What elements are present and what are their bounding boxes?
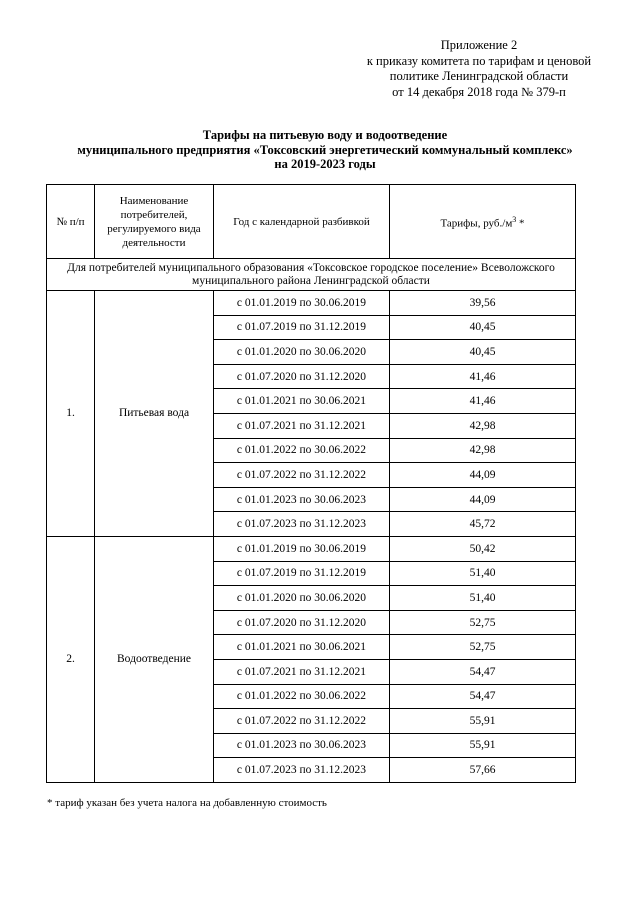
period-cell: с 01.01.2019 по 30.06.2019 (214, 291, 390, 316)
document-title (30, 128, 620, 172)
tariff-value-cell: 42,98 (390, 438, 576, 463)
header-tariff-label: Тарифы, руб./м (440, 217, 513, 230)
group-line: муниципального района Ленинградской области (192, 274, 430, 287)
header-name-line: потребителей, (120, 208, 188, 221)
period-cell: с 01.07.2021 по 31.12.2021 (214, 413, 390, 438)
tariff-value-cell: 40,45 (390, 340, 576, 365)
header-name-line: деятельности (122, 236, 186, 249)
period-cell: с 01.07.2019 по 31.12.2019 (214, 315, 390, 340)
tariff-value-cell: 42,98 (390, 413, 576, 438)
table-header-row (47, 185, 576, 259)
period-cell: с 01.01.2021 по 30.06.2021 (214, 635, 390, 660)
period-cell: с 01.07.2019 по 31.12.2019 (214, 561, 390, 586)
tariff-table (46, 184, 576, 783)
period-cell: с 01.01.2023 по 30.06.2023 (214, 487, 390, 512)
period-cell: с 01.01.2019 по 30.06.2019 (214, 536, 390, 561)
group-row (47, 259, 576, 291)
header-num: № п/п (47, 185, 95, 259)
title-line: Тарифы на питьевую воду и водоотведение (202, 128, 448, 142)
period-cell: с 01.01.2020 по 30.06.2020 (214, 340, 390, 365)
tariff-value-cell: 40,45 (390, 315, 576, 340)
tariff-value-cell: 54,47 (390, 684, 576, 709)
appendix-line: от 14 декабря 2018 года № 379-п (392, 84, 566, 99)
header-name-line: регулируемого вида (107, 222, 201, 235)
appendix-line: к приказу комитета по тарифам и ценовой (366, 53, 592, 68)
period-cell: с 01.07.2023 по 31.12.2023 (214, 758, 390, 783)
tariff-value-cell: 44,09 (390, 487, 576, 512)
tariff-value-cell: 54,47 (390, 659, 576, 684)
tariff-value-cell: 45,72 (390, 512, 576, 537)
tariff-value-cell: 51,40 (390, 561, 576, 586)
tariff-value-cell: 50,42 (390, 536, 576, 561)
period-cell: с 01.01.2022 по 30.06.2022 (214, 684, 390, 709)
header-tariff-sup: 3 (512, 214, 517, 224)
tariff-value-cell: 55,91 (390, 709, 576, 734)
period-cell: с 01.01.2021 по 30.06.2021 (214, 389, 390, 414)
tariff-value-cell: 41,46 (390, 364, 576, 389)
tariff-value-cell: 52,75 (390, 635, 576, 660)
period-cell: с 01.07.2022 по 31.12.2022 (214, 709, 390, 734)
row-number-cell: 2. (47, 536, 95, 782)
tariff-value-cell: 41,46 (390, 389, 576, 414)
tariff-value-cell: 51,40 (390, 586, 576, 611)
title-line: на 2019-2023 годы (274, 157, 376, 171)
period-cell: с 01.07.2022 по 31.12.2022 (214, 463, 390, 488)
period-cell: с 01.01.2023 по 30.06.2023 (214, 733, 390, 758)
header-name-line: Наименование (119, 194, 189, 207)
period-cell: с 01.07.2020 по 31.12.2020 (214, 364, 390, 389)
appendix-title: Приложение 2 (440, 38, 518, 52)
group-cell (47, 259, 576, 291)
period-cell: с 01.01.2022 по 30.06.2022 (214, 438, 390, 463)
table-row (47, 291, 576, 316)
table-row (47, 536, 576, 561)
service-name-cell: Питьевая вода (95, 291, 214, 537)
tariff-value-cell: 39,56 (390, 291, 576, 316)
period-cell: с 01.07.2020 по 31.12.2020 (214, 610, 390, 635)
header-name (95, 185, 214, 259)
tariff-value-cell: 44,09 (390, 463, 576, 488)
tariff-value-cell: 57,66 (390, 758, 576, 783)
period-cell: с 01.07.2021 по 31.12.2021 (214, 659, 390, 684)
tariff-value-cell: 52,75 (390, 610, 576, 635)
appendix-line: политике Ленинградской области (389, 69, 569, 83)
title-line: муниципального предприятия «Токсовский энергетический коммунальный комплекс» (77, 142, 573, 157)
row-number-cell: 1. (47, 291, 95, 537)
service-name-cell: Водоотведение (95, 536, 214, 782)
header-tariff-star: * (516, 217, 525, 230)
appendix-reference (340, 38, 618, 100)
header-period: Год с календарной разбивкой (214, 185, 390, 259)
period-cell: с 01.07.2023 по 31.12.2023 (214, 512, 390, 537)
group-line: Для потребителей муниципального образования «Токсовское городское поселение» Всеволожского (67, 261, 555, 274)
header-tariff (390, 185, 576, 259)
period-cell: с 01.01.2020 по 30.06.2020 (214, 586, 390, 611)
tariff-value-cell: 55,91 (390, 733, 576, 758)
footnote: * тариф указан без учета налога на добавленную стоимость (47, 797, 327, 809)
